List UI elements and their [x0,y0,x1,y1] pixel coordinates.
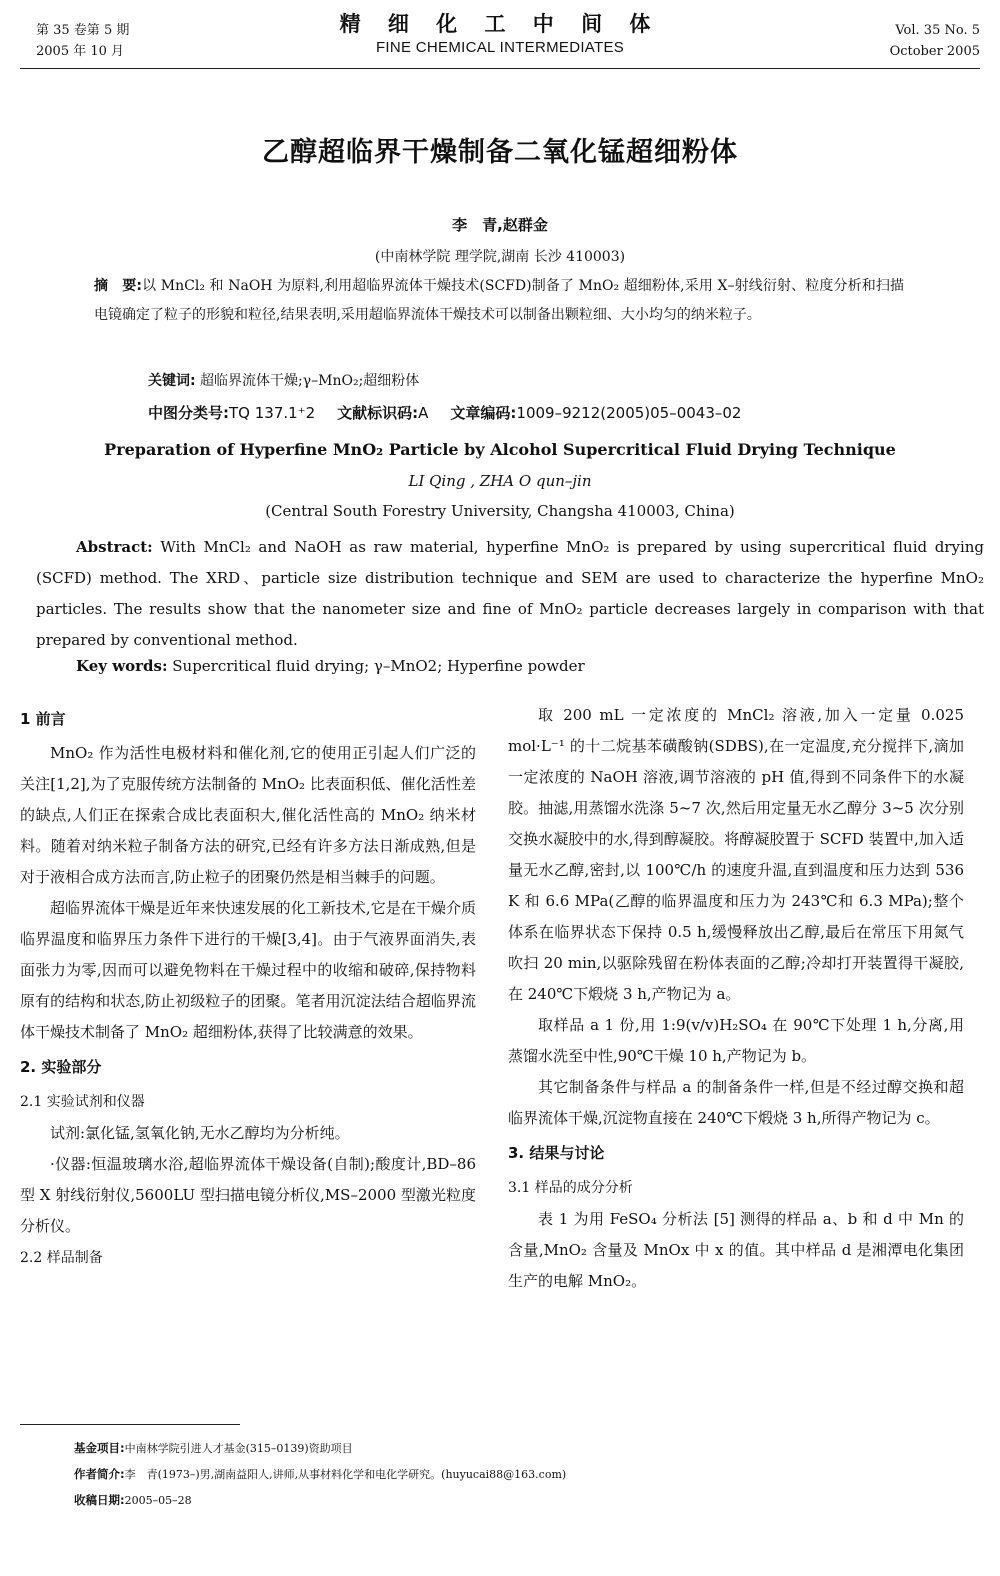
classification-line [148,402,741,423]
paragraph: 其它制备条件与样品 a 的制备条件一样,但是不经过醇交换和超临界流体干燥,沉淀物直接在 240℃下煅烧 3 h,所得产物记为 c。 [508,1078,964,1127]
footnote-received [74,1492,192,1509]
abstract-en-text: With MnCl₂ and NaOH as raw material, hyperfine MnO₂ is prepared by using supercritical fluid drying (SCFD) method. The XRD、particle size distribution technique and SEM are used to characterize the hyperfine MnO₂ particles. The results show that the nanometer size and fine of MnO₂ particle decreases largely in comparison with that prepared by conventional method. [36,538,984,649]
paragraph: MnO₂ 作为活性电极材料和催化剂,它的使用正引起人们广泛的关注[1,2],为了克服传统方法制备的 MnO₂ 比表面积低、催化活性差的缺点,人们正在探索合成比表面积大,催化活性高的 MnO₂ 纳米材料。随着对纳米粒子制备方法的研究,已经有许多方法日渐成熟,但是对于液相合成方法而言,防止粒子的团聚仍然是相当棘手的问题。 [20,744,476,886]
body-column-right [508,700,964,1297]
footnote-divider [20,1424,240,1425]
article-id-label: 文章编码: [450,404,517,422]
abstract-en [36,532,984,656]
header-volume: 第 35 卷第 5 期 [36,23,130,38]
header-journal [0,10,1000,58]
section-heading: 2. 实验部分 [20,1058,102,1076]
footnote-author-text: 李 青(1973–)男,湖南益阳人,讲师,从事材料化学和电化学研究。(huyucai88@163.com) [124,1468,567,1481]
section-heading: 1 前言 [20,710,66,728]
keywords-en-label: Key words: [76,657,168,675]
authors-en: LI Qing , ZHA O qun–jin [408,472,592,490]
clc-label: 中图分类号: [148,404,229,422]
doc-code-label: 文献标识码: [337,404,419,422]
footnote-received-text: 2005–05–28 [124,1494,192,1507]
header-divider [20,68,980,69]
abstract-cn-text: 以 MnCl₂ 和 NaOH 为原料,利用超临界流体干燥技术(SCFD)制备了 MnO₂ 超细粉体,采用 X–射线衍射、粒度分析和扫描电镜确定了粒子的形貌和粒径,结果表明,采用超临界流体干燥技术可以制备出颗粒细、大小均匀的纳米粒子。 [94,278,904,323]
clc-value: TQ 137.1⁺2 [229,404,316,422]
body-column-left [20,700,476,1274]
header-volume-en: Vol. 35 No. 5 [895,23,980,38]
affiliation-cn: (中南林学院 理学院,湖南 长沙 410003) [374,249,626,265]
keywords-cn-label: 关键词: [148,373,196,389]
paragraph: 取样品 a 1 份,用 1:9(v/v)H₂SO₄ 在 90℃下处理 1 h,分离,用蒸馏水洗至中性,90℃干燥 10 h,产物记为 b。 [508,1016,964,1065]
paragraph: 表 1 为用 FeSO₄ 分析法 [5] 测得的样品 a、b 和 d 中 Mn 的含量,MnO₂ 含量及 MnOx 中 x 的值。其中样品 d 是湘潭电化集团生产的电解 MnO₂。 [508,1210,964,1290]
keywords-cn [148,370,419,390]
abstract-cn [94,272,904,330]
keywords-en [76,657,585,675]
journal-name-cn: 精 细 化 工 中 间 体 [339,12,661,36]
footnote-received-label: 收稿日期: [74,1493,125,1507]
footnote-author [74,1466,566,1483]
paragraph: 试剂:氯化锰,氢氧化钠,无水乙醇均为分析纯。 [50,1124,350,1142]
section-heading: 3. 结果与讨论 [508,1144,605,1162]
footnote-author-label: 作者简介: [74,1467,125,1481]
paper-title-cn: 乙醇超临界干燥制备二氧化锰超细粉体 [262,137,738,168]
doc-code-value: A [418,404,429,422]
keywords-en-text: Supercritical fluid drying; γ–MnO2; Hyperfine powder [167,657,585,675]
paragraph: ·仪器:恒温玻璃水浴,超临界流体干燥设备(自制);酸度计,BD–86 型 X 射线衍射仪,5600LU 型扫描电镜分析仪,MS–2000 型激光粒度分析仪。 [20,1155,476,1235]
footnote-fund-label: 基金项目: [74,1441,125,1455]
article-id-value: 1009–9212(2005)05–0043–02 [516,404,742,422]
paragraph: 超临界流体干燥是近年来快速发展的化工新技术,它是在干燥介质临界温度和临界压力条件下进行的干燥[3,4]。由于气液界面消失,表面张力为零,因而可以避免物料在干燥过程中的收缩和破碎,保持物料原有的结构和状态,防止初级粒子的团聚。笔者用沉淀法结合超临界流体干燥技术制备了 MnO₂ 超细粉体,获得了比较满意的效果。 [20,899,476,1041]
affiliation-en: (Central South Forestry University, Changsha 410003, China) [265,502,735,520]
paragraph: 取 200 mL 一定浓度的 MnCl₂ 溶液,加入一定量 0.025 mol·L⁻¹ 的十二烷基苯磺酸钠(SDBS),在一定温度,充分搅拌下,滴加一定浓度的 NaOH 溶液,调节溶液的 pH 值,得到不同条件下的水凝胶。抽滤,用蒸馏水洗涤 5~7 次,然后用定量无水乙醇分 3~5 次分别交换水凝胶中的水,得到醇凝胶。将醇凝胶置于 SCFD 装置中,加入适量无水乙醇,密封,以 100℃/h 的速度升温,直到温度和压力达到 536 K 和 6.6 MPa(乙醇的临界温度和压力为 243℃和 6.3 MPa);整个体系在临界状态下保持 0.5 h,缓慢释放出乙醇,最后在常压下用氮气吹扫 20 min,以驱除残留在粉体表面的乙醇;冷却打开装置得干凝胶,在 240℃下煅烧 3 h,产物记为 a。 [508,706,964,1003]
header-date: 2005 年 10 月 [36,44,125,59]
authors-cn: 李 青,赵群金 [452,216,548,234]
footnote-fund [74,1440,353,1457]
keywords-cn-text: 超临界流体干燥;γ–MnO₂;超细粉体 [195,373,420,389]
subsection-heading: 2.2 样品制备 [20,1250,103,1266]
header-date-en: October 2005 [889,44,980,59]
header-issue-en [890,20,980,62]
subsection-heading: 2.1 实验试剂和仪器 [20,1094,145,1110]
subsection-heading: 3.1 样品的成分分析 [508,1180,633,1196]
footnote-fund-text: 中南林学院引进人才基金(315–0139)资助项目 [124,1442,353,1455]
abstract-en-label: Abstract: [76,538,153,556]
abstract-cn-label: 摘 要: [94,278,142,294]
paper-title-en: Preparation of Hyperfine MnO₂ Particle by Alcohol Supercritical Fluid Drying Technique [104,440,896,459]
journal-name-en: FINE CHEMICAL INTERMEDIATES [375,39,625,56]
